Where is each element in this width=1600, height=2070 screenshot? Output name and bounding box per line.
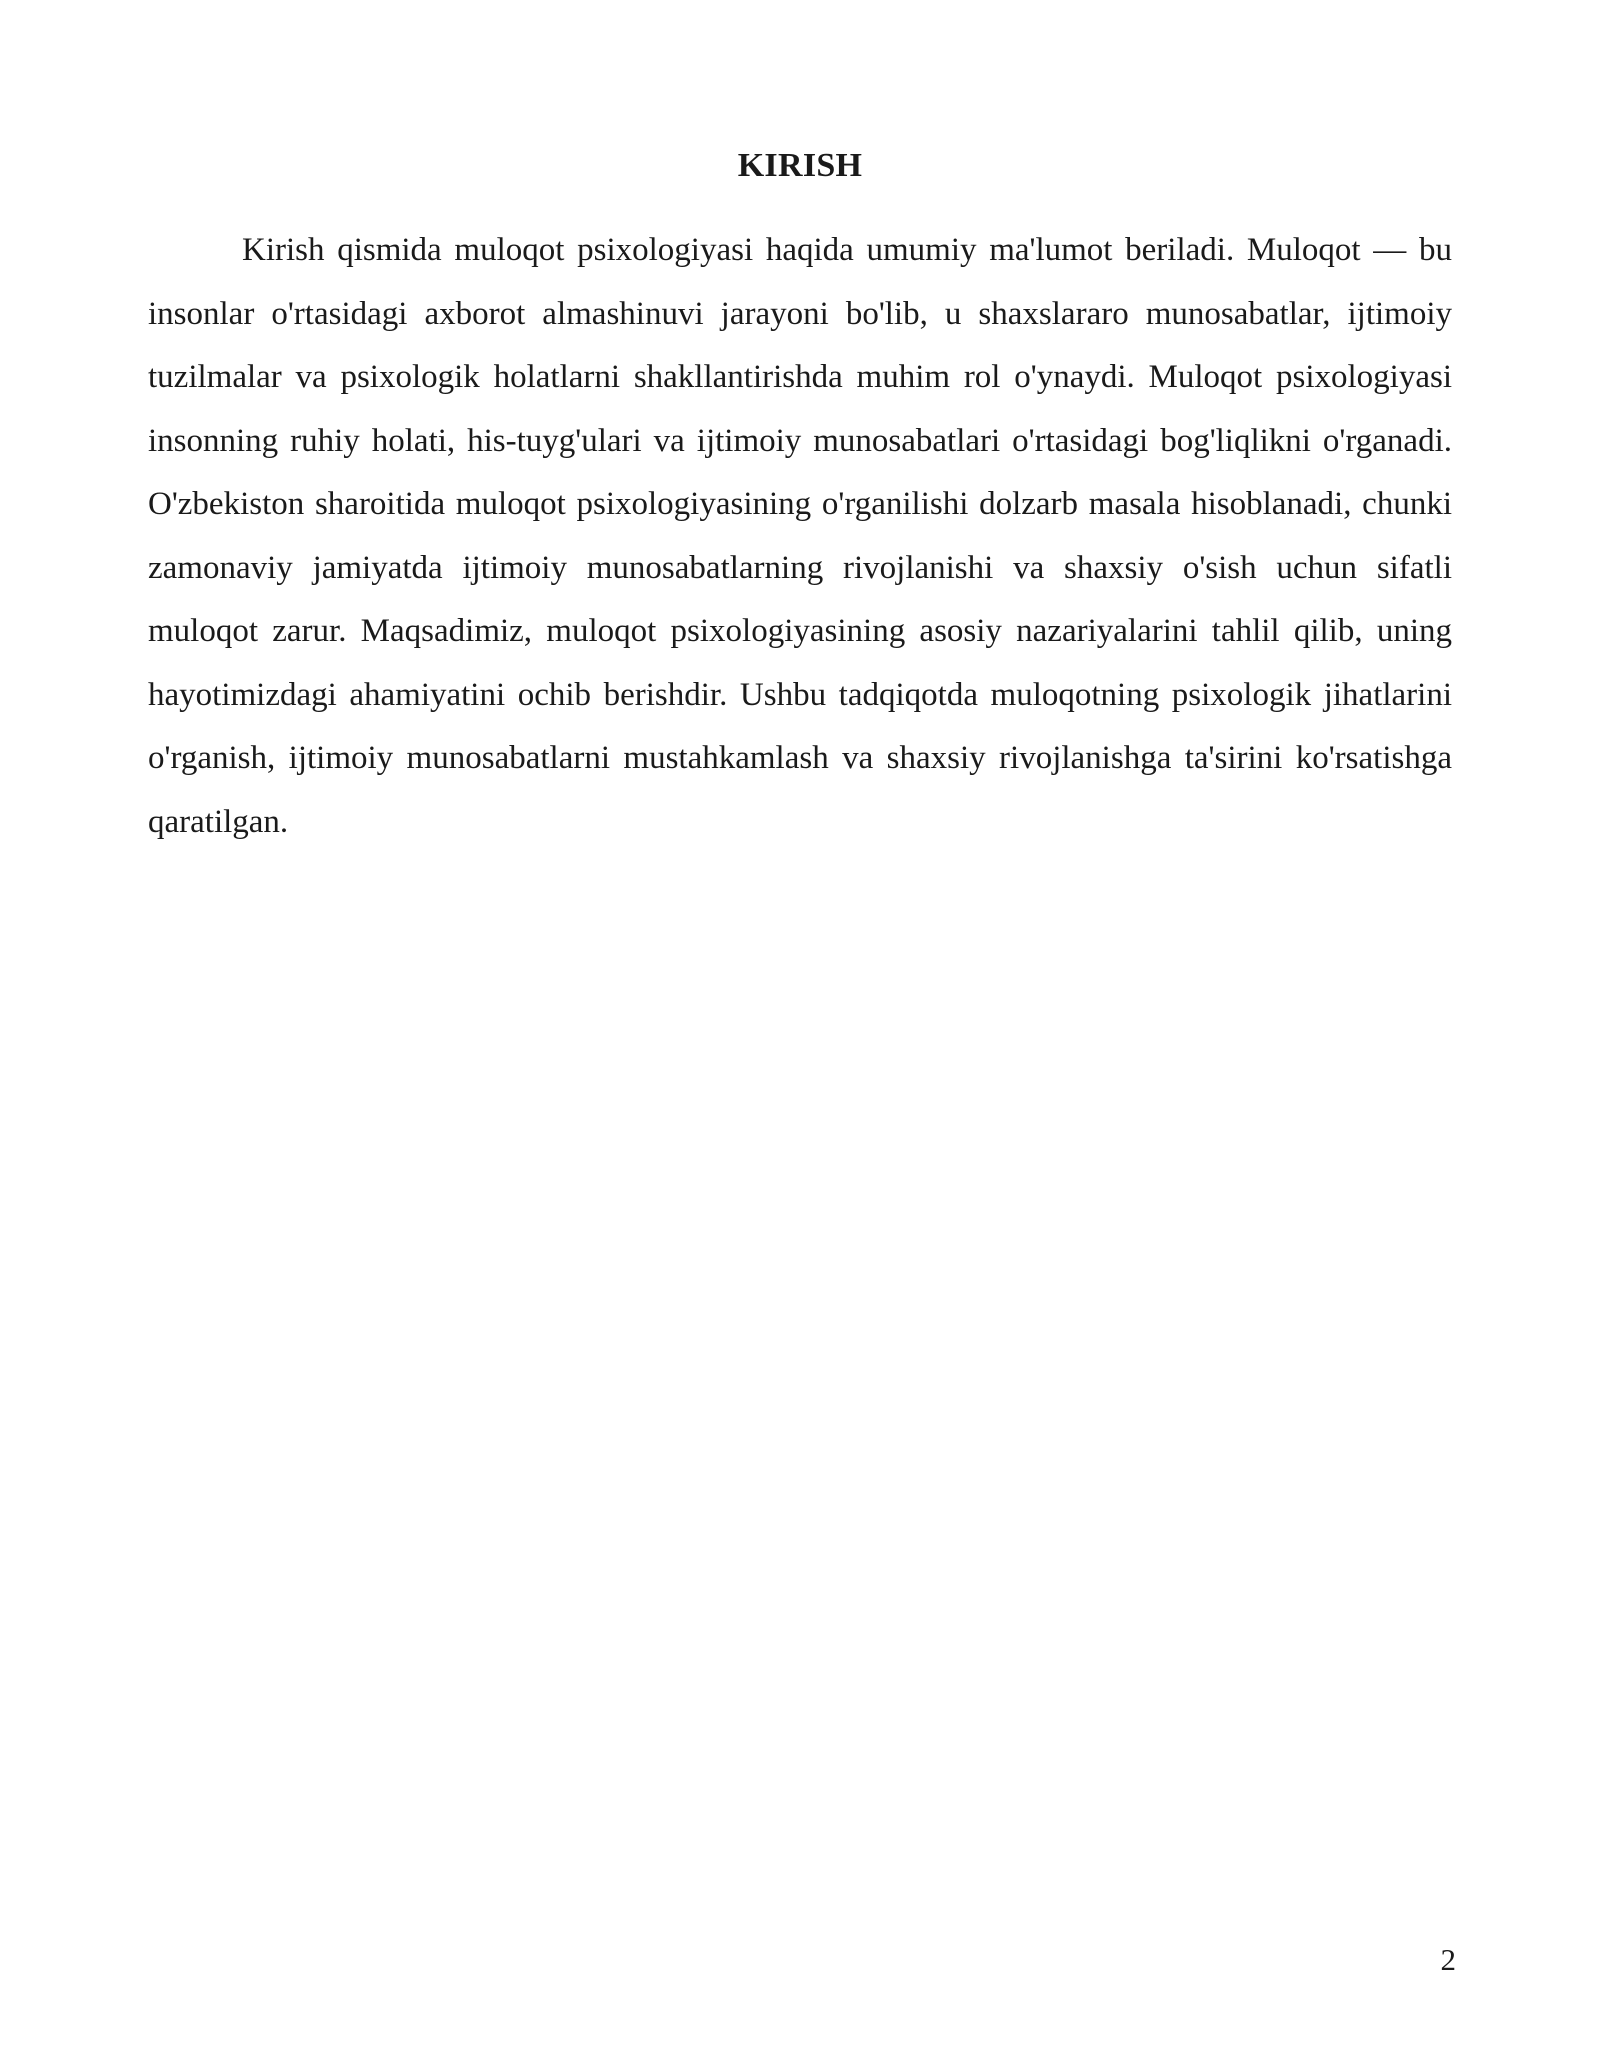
intro-paragraph: Kirish qismida muloqot psixologiyasi haqida umumiy ma'lumot beriladi. Muloqot — bu insonlar o'rtasidagi axborot almashinuvi jarayoni bo'lib, u shaxslararo munosabatlar, ijtimoiy tuzilmalar va psixologik holatlarni shakllantirishda muhim rol o'ynaydi. Muloqot psixologiyasi insonning ruhiy holati, his-tuyg'ulari va ijtimoiy munosabatlari o'rtasidagi bog'liqlikni o'rganadi. O'zbekiston sharoitida muloqot psixologiyasining o'rganilishi dolzarb masala hisoblanadi, chunki zamonaviy jamiyatda ijtimoiy munosabatlarning rivojlanishi va shaxsiy o'sish uchun sifatli muloqot zarur. Maqsadimiz, muloqot psixologiyasining asosiy nazariyalarini tahlil qilib, uning hayotimizdagi ahamiyatini ochib berishdir. Ushbu tadqiqotda muloqotning psixologik jihatlarini o'rganish, ijtimoiy munosabatlarni mustahkamlash va shaxsiy rivojlanishga ta'sirini ko'rsatishga qaratilgan. [148,232,1452,840]
page-number: 2 [1440,1942,1456,1977]
section-heading: KIRISH [737,147,863,184]
